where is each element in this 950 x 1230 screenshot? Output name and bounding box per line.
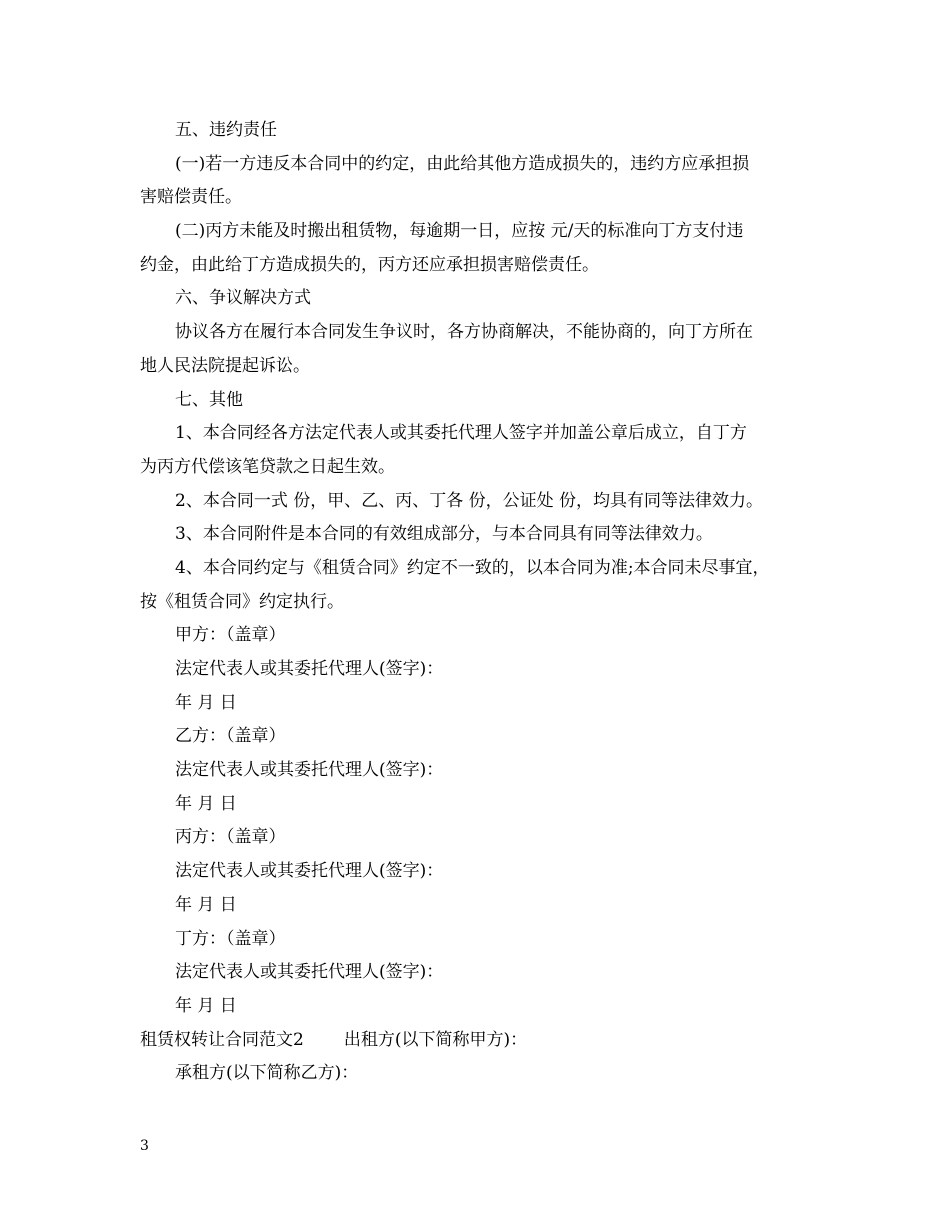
signature-date: 年 月 日 <box>175 793 237 814</box>
paragraph-line: 害赔偿责任。 <box>140 187 242 208</box>
signature-date: 年 月 日 <box>175 894 237 915</box>
signature-party-a: 甲方：（盖章） <box>175 625 286 646</box>
section-heading-breach: 五、违约责任 <box>175 120 277 140</box>
paragraph-line: 1、本合同经各方法定代表人或其委托代理人签字并加盖公章后成立，自丁方 <box>175 423 747 444</box>
signature-party-d: 丁方：（盖章） <box>175 928 286 949</box>
paragraph-line: 协议各方在履行本合同发生争议时，各方协商解决，不能协商的，向丁方所在 <box>175 322 753 343</box>
paragraph-line: 按《租赁合同》约定执行。 <box>140 591 344 612</box>
paragraph-line: 3、本合同附件是本合同的有效组成部分，与本合同具有同等法律效力。 <box>175 524 713 545</box>
signature-party-c: 丙方：（盖章） <box>175 827 286 848</box>
lessee-label: 承租方(以下简称乙方)： <box>175 1063 359 1084</box>
paragraph-line: 2、本合同一式 份，甲、乙、丙、丁各 份，公证处 份，均具有同等法律效力。 <box>175 490 764 511</box>
signature-date: 年 月 日 <box>175 995 237 1016</box>
second-contract-title: 租赁权转让合同范文2 <box>140 1029 304 1050</box>
signature-representative: 法定代表人或其委托代理人(签字)： <box>175 861 444 882</box>
document-body <box>140 114 820 1091</box>
section-heading-dispute: 六、争议解决方式 <box>175 288 311 309</box>
paragraph-line: 为丙方代偿该笔贷款之日起生效。 <box>140 456 395 477</box>
lessor-label: 出租方(以下简称甲方)： <box>343 1029 528 1050</box>
signature-date: 年 月 日 <box>175 692 237 713</box>
paragraph-line: (二)丙方未能及时搬出租赁物，每逾期一日，应按 元/天的标准向丁方支付违 <box>175 221 744 242</box>
second-contract-heading <box>140 1024 820 1058</box>
signature-representative: 法定代表人或其委托代理人(签字)： <box>175 760 444 781</box>
signature-representative: 法定代表人或其委托代理人(签字)： <box>175 962 444 983</box>
signature-party-b: 乙方：（盖章） <box>175 726 286 747</box>
page-number: 3 <box>140 1138 149 1154</box>
signature-representative: 法定代表人或其委托代理人(签字)： <box>175 659 444 679</box>
paragraph-line: 4、本合同约定与《租赁合同》约定不一致的，以本合同为准;本合同未尽事宜， <box>175 557 770 578</box>
paragraph-line: 约金，由此给丁方造成损失的，丙方还应承担损害赔偿责任。 <box>140 254 599 275</box>
section-heading-other: 七、其他 <box>175 389 243 410</box>
paragraph-line: 地人民法院提起诉讼。 <box>140 355 310 376</box>
paragraph-line: (一)若一方违反本合同中的约定，由此给其他方造成损失的，违约方应承担损 <box>175 153 750 174</box>
